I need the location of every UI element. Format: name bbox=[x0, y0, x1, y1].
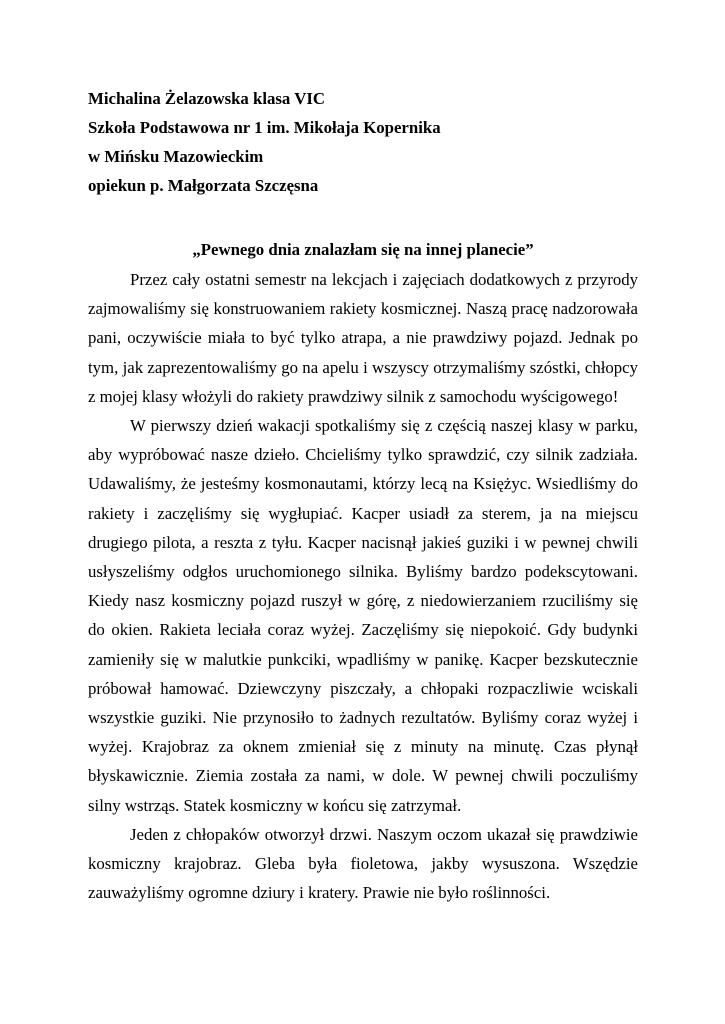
essay-body bbox=[88, 265, 638, 907]
paragraph: Przez cały ostatni semestr na lekcjach i zajęciach dodatkowych z przyrody zajmowaliśmy się konstruowaniem rakiety kosmicznej. Naszą pracę nadzorowała pani, oczywiście miała to być tylko atrapa, a nie prawdziwy pojazd. Jednak po tym, jak zaprezentowaliśmy go na apelu i wszyscy otrzymaliśmy szóstki, chłopcy z mojej klasy włożyli do rakiety prawdziwy silnik z samochodu wyścigowego! bbox=[88, 270, 638, 406]
author-name-line: Michalina Żelazowska klasa VIC bbox=[88, 89, 325, 108]
essay-title: „Pewnego dnia znalazłam się na innej planecie” bbox=[192, 240, 534, 259]
paragraph: Jeden z chłopaków otworzył drzwi. Naszym oczom ukazał się prawdziwie kosmiczny krajobraz. Gleba była fioletowa, jakby wysuszona. Wszędzie zauważyliśmy ogromne dziury i kratery. Prawie nie było roślinności. bbox=[88, 824, 638, 903]
school-location-line: w Mińsku Mazowieckim bbox=[88, 147, 264, 166]
school-name-line: Szkoła Podstawowa nr 1 im. Mikołaja Kopernika bbox=[88, 118, 441, 137]
paragraph: W pierwszy dzień wakacji spotkaliśmy się z częścią naszej klasy w parku, aby wypróbować nasze dzieło. Chcieliśmy tylko sprawdzić, czy silnik zadziała. Udawaliśmy, że jesteśmy kosmonautami, którzy lecą na Księżyc. Wsiedliśmy do rakiety i zaczęliśmy się wygłupiać. Kacper usiadł za sterem, ja na miejscu drugiego pilota, a reszta z tyłu. Kacper nacisnął jakieś guziki i w pewnej chwili usłyszeliśmy odgłos uruchomionego silnika. Byliśmy bardzo podekscytowani. Kiedy nasz kosmiczny pojazd ruszył w górę, z niedowierzaniem rzuciliśmy się do okien. Rakieta leciała coraz wyżej. Zaczęliśmy się niepokoić. Gdy budynki zamieniły się w malutkie punkciki, wpadliśmy w panikę. Kacper bezskutecznie próbował hamować. Dziewczyny piszczały, a chłopaki rozpaczliwie wciskali wszystkie guziki. Nie przynosiło to żadnych rezultatów. Byliśmy coraz wyżej i wyżej. Krajobraz za oknem zmieniał się z minuty na minutę. Czas płynął błyskawicznie. Ziemia została za nami, w dole. W pewnej chwili poczuliśmy silny wstrząs. Statek kosmiczny w końcu się zatrzymał. bbox=[88, 416, 638, 815]
author-header bbox=[88, 84, 648, 200]
supervisor-line: opiekun p. Małgorzata Szczęsna bbox=[88, 176, 319, 195]
